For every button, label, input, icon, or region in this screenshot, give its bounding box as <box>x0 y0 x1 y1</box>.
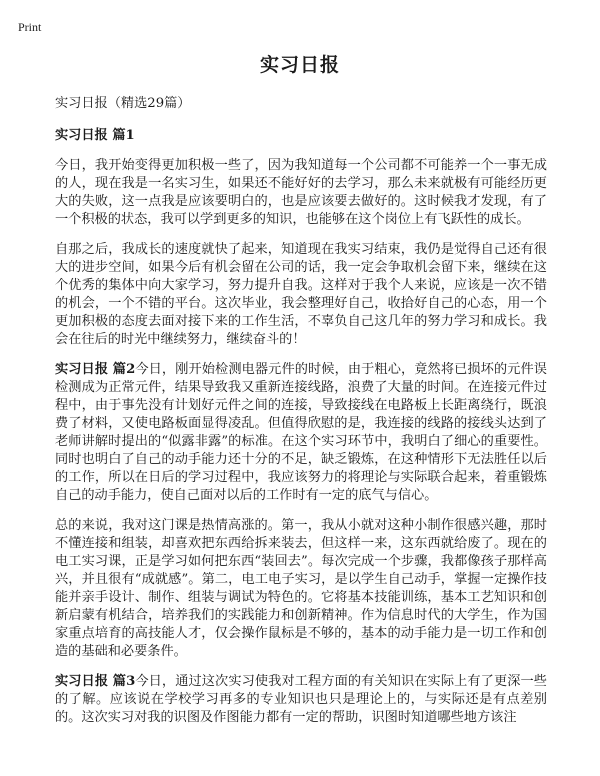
document-title: 实习日报 <box>259 54 340 76</box>
print-label[interactable]: Print <box>18 20 42 34</box>
document-body <box>55 95 547 739</box>
section-2-paragraph <box>55 361 547 505</box>
paragraph-2: 自那之后，我成长的速度就快了起来，知道现在我实习结束，我仍是觉得自己还有很大的进步空间，如果今后有机会留在公司的话，我一定会争取机会留下来，继续在这个优秀的集体中向大家学习，努力提升自我。这样对于我个人来说，应该是一次不错的机会，一个不错的平台。这次毕业，我会整理好自己，收拾好自己的心态，用一个更加积极的态度去面对接下来的工作生活，不辜负自己这几年的努力学习和成长。我会在往后的时光中继续努力，继续奋斗的！ <box>55 242 547 347</box>
section-3-text: 今日，通过这次实习使我对工程方面的有关知识在实际上有了更深一些的了解。应该说在学校学习再多的专业知识也只是理论上的，与实际还是有点差别的。这次实习对我的识图及作图能力都有一定的帮助，识图时知道哪些地方该注 <box>55 674 547 725</box>
section-heading-1: 实习日报 篇1 <box>55 128 135 143</box>
document-subtitle: 实习日报（精选29篇） <box>55 96 191 111</box>
paragraph-1: 今日，我开始变得更加积极一些了，因为我知道每一个公司都不可能养一个一事无成的人，现在我是一名实习生，如果还不能好好的去学习，那么未来就极有可能经历更大的失败，这一点我是应该要明白的，也是应该要去做好的。这时候我才发现，有了一个积极的状态，我可以学到更多的知识，也能够在这个岗位上有飞跃性的成长。 <box>55 158 547 227</box>
section-heading-3: 实习日报 篇3 <box>55 674 136 689</box>
paragraph-3: 总的来说，我对这门课是热情高涨的。第一，我从小就对这种小制作很感兴趣，那时不懂连接和组装，却喜欢把东西给拆来装去，但这样一来，这东西就给废了。现在的电工实习课，正是学习如何把东西“装回去”。每次完成一个步骤，我都像孩子那样高兴，并且很有“成就感”。第二，电工电子实习，是以学生自己动手，掌握一定操作技能并亲手设计、制作、组装与调试为特色的。它将基本技能训练，基本工艺知识和创新启蒙有机结合，培养我们的实践能力和创新精神。作为信息时代的大学生，作为国家重点培育的高技能人才，仅会操作鼠标是不够的，基本的动手能力是一切工作和创造的基础和必要条件。 <box>55 518 547 659</box>
section-3-paragraph <box>55 673 547 727</box>
section-2-text: 今日，刚开始检测电器元件的时候，由于粗心，竟然将已损坏的元件误检测成为正常元件，结果导致我又重新连接线路，浪费了大量的时间。在连接元件过程中，由于事先没有计划好元件之间的连接，导致接线在电路板上长距离绕行，既浪费了材料，又使电路板面显得凌乱。但值得欣慰的是，我连接的线路的接线头达到了老师讲解时提出的“似露非露”的标准。在这个实习环节中，我明白了细心的重要性。同时也明白了自己的动手能力还十分的不足，缺乏锻炼，在这种情形下无法胜任以后的工作，所以在日后的学习过程中，我应该努力的将理论与实际联合起来，着重锻炼自己的动手能力，使自己面对以后的工作时有一定的底气与信心。 <box>55 362 547 503</box>
section-heading-2: 实习日报 篇2 <box>55 362 136 377</box>
